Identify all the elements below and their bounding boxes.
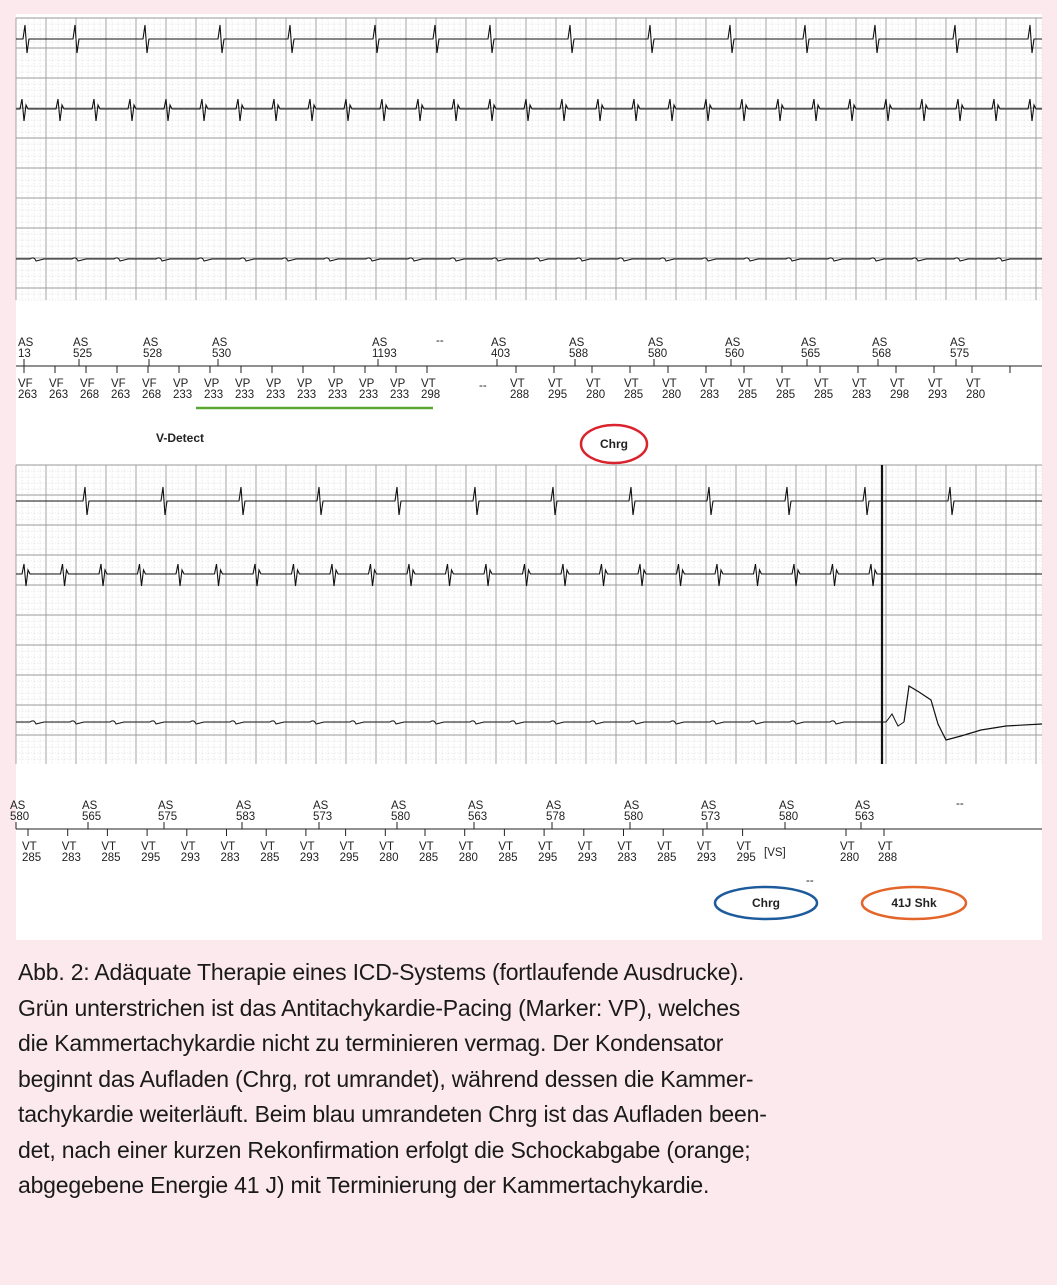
vs-interval-label: 233 <box>173 389 193 401</box>
as-marker-label: AS <box>950 337 966 349</box>
vs-marker-label: VT <box>419 841 434 853</box>
vs-marker-label: VT <box>510 378 525 390</box>
vs-interval-label: 233 <box>235 389 255 401</box>
vs-marker-label: VT <box>890 378 905 390</box>
v-detect-label: V-Detect <box>156 431 205 445</box>
vs-interval-label: 280 <box>966 389 986 401</box>
vs-interval-label: 233 <box>204 389 224 401</box>
vs-interval-label: 285 <box>814 389 834 401</box>
as-interval-label: 575 <box>950 348 970 360</box>
vs-marker-label: VT <box>736 841 752 853</box>
vs-marker-label: VT <box>966 378 981 390</box>
vs-interval-label: 263 <box>18 389 38 401</box>
vs-interval-label: 233 <box>266 389 286 401</box>
vs-marker-label: VP <box>390 378 406 390</box>
marker-channel-strip-2 <box>10 798 1042 887</box>
vs-interval-label: 293 <box>696 852 717 864</box>
as-interval-label: 578 <box>546 811 566 823</box>
as-marker-label: AS <box>18 337 34 349</box>
as-marker-label: AS <box>158 800 174 812</box>
vs-marker-label: VP <box>204 378 220 390</box>
vs-marker-label: VT <box>662 378 677 390</box>
vs-marker-label: VT <box>617 841 633 853</box>
vs-interval-label: 233 <box>359 389 379 401</box>
caption-line: beginnt das Aufladen (Chrg, rot umrandet), während dessen die Kammer- <box>18 1065 754 1092</box>
vs-interval-label: 295 <box>141 852 161 864</box>
ventricular-egm-trace <box>16 564 1042 586</box>
vs-marker-label: VT <box>538 841 553 853</box>
shock-label: 41J Shk <box>891 896 937 910</box>
figure-caption <box>18 955 1043 1204</box>
vs-interval-label: 268 <box>80 389 100 401</box>
ecg-traces-strip-1 <box>16 25 1042 261</box>
vs-interval-label: 285 <box>738 389 758 401</box>
as-interval-label: 580 <box>648 348 668 360</box>
as-interval-label: 565 <box>82 811 102 823</box>
vs-interval-label: 285 <box>101 852 121 864</box>
as-marker-label: AS <box>779 800 795 812</box>
as-interval-label: 583 <box>236 811 256 823</box>
vs-interval-label: 233 <box>297 389 317 401</box>
caption-line: Grün unterstrichen ist das Antitachykardie-Pacing (Marker: VP), welches <box>18 994 741 1021</box>
vs-marker-label: VT <box>738 378 753 390</box>
as-interval-label: 563 <box>468 811 488 823</box>
as-marker-label: AS <box>468 800 484 812</box>
vs-interval-label: 268 <box>142 389 162 401</box>
vs-interval-label: 288 <box>878 852 898 864</box>
as-interval-label: 588 <box>569 348 589 360</box>
atrial-egm-trace <box>16 487 1042 515</box>
vs-interval-label: 298 <box>421 389 441 401</box>
as-interval-label: 565 <box>801 348 821 360</box>
vs-marker-label: VT <box>696 841 712 853</box>
caption-line: tachykardie weiterläuft. Beim blau umrandeten Chrg ist das Aufladen been- <box>18 1101 767 1127</box>
vs-interval-label: 285 <box>624 389 644 401</box>
vs-marker-label: VT <box>657 841 672 853</box>
as-interval-label: 560 <box>725 348 745 360</box>
vs-interval-label: 298 <box>890 389 910 401</box>
vs-marker-label: VT <box>577 841 593 853</box>
vs-marker-label: VP <box>173 378 189 390</box>
vs-marker-label: VT <box>700 378 715 390</box>
as-marker-label: AS <box>725 337 741 349</box>
as-marker-label: AS <box>372 337 388 349</box>
vs-interval-label: 283 <box>852 389 872 401</box>
vs-marker-label: VT <box>101 841 117 853</box>
as-interval-label: 563 <box>855 811 875 823</box>
as-marker-label: AS <box>546 800 562 812</box>
vs-marker-label: VT <box>180 841 196 853</box>
caption-line: det, nach einer kurzen Rekonfirmation erfolgt die Schockabgabe (orange; <box>18 1136 751 1163</box>
vs-interval-label: 283 <box>700 389 720 401</box>
vs-interval-label: 233 <box>390 389 410 401</box>
as-marker-label: AS <box>212 337 228 349</box>
as-interval-label: 573 <box>313 811 333 823</box>
charge-complete-label: Chrg <box>752 896 780 910</box>
vs-interval-label: 285 <box>657 852 677 864</box>
vs-marker-label: VF <box>111 378 126 390</box>
as-marker-label: AS <box>569 337 585 349</box>
vs-interval-label: 280 <box>379 852 399 864</box>
as-interval-label: 580 <box>624 811 644 823</box>
vs-marker-label: VF <box>49 378 64 390</box>
vs-interval-label: 285 <box>498 852 518 864</box>
vs-marker-label: VT <box>141 841 156 853</box>
vs-interval-label: 285 <box>776 389 796 401</box>
vs-marker-label: VP <box>266 378 282 390</box>
vs-interval-label: 283 <box>61 852 81 864</box>
vs-bracket-marker: [VS] <box>764 847 786 859</box>
vs-interval-label: 280 <box>840 852 860 864</box>
as-marker-label: AS <box>701 800 717 812</box>
vs-interval-label: 293 <box>577 852 597 864</box>
as-marker-label: AS <box>648 337 664 349</box>
vs-marker-label: VT <box>22 841 37 853</box>
atrial-egm-trace <box>16 25 1042 53</box>
vs-marker-label: VT <box>339 841 355 853</box>
as-marker-label: AS <box>491 337 507 349</box>
as-interval-label: 580 <box>391 811 411 823</box>
as-interval-label: 575 <box>158 811 178 823</box>
post-shock-deflection <box>904 686 1042 740</box>
vs-marker-label: VP <box>359 378 375 390</box>
ecg-traces-strip-2 <box>16 465 1042 764</box>
ecg-printout <box>10 14 1042 940</box>
vs-marker-label: VT <box>498 841 514 853</box>
vs-interval-label: 233 <box>328 389 348 401</box>
vs-interval-label: 263 <box>111 389 131 401</box>
marker-dash: -- <box>806 875 814 887</box>
vs-marker-label: VP <box>328 378 344 390</box>
as-interval-label: 13 <box>18 348 31 360</box>
vs-marker-label: VT <box>776 378 791 390</box>
as-marker-label: AS <box>73 337 89 349</box>
as-interval-label: 568 <box>872 348 892 360</box>
vs-marker-label: VP <box>297 378 313 390</box>
as-marker-label: AS <box>313 800 329 812</box>
vs-marker-label: VT <box>852 378 867 390</box>
as-marker-label: AS <box>872 337 888 349</box>
vs-marker-label: VT <box>299 841 315 853</box>
vs-marker-label: VF <box>18 378 33 390</box>
as-interval-label: 525 <box>73 348 93 360</box>
vs-marker-label: VF <box>142 378 157 390</box>
marker-dash: -- <box>436 335 444 347</box>
as-marker-label: AS <box>236 800 252 812</box>
marker-dash: -- <box>956 798 964 810</box>
marker-channel-strip-1 <box>16 335 1042 401</box>
vs-interval-label: 283 <box>220 852 240 864</box>
vs-interval-label: 293 <box>928 389 948 401</box>
vs-marker-label: VT <box>379 841 395 853</box>
vs-marker-label: VP <box>235 378 251 390</box>
vs-interval-label: 293 <box>180 852 200 864</box>
as-marker-label: AS <box>855 800 871 812</box>
as-interval-label: 573 <box>701 811 721 823</box>
as-interval-label: 580 <box>10 811 30 823</box>
vs-marker-label: VF <box>80 378 95 390</box>
as-marker-label: AS <box>82 800 98 812</box>
vs-marker-label: VT <box>624 378 639 390</box>
vs-interval-label: 280 <box>458 852 478 864</box>
as-marker-label: AS <box>10 800 26 812</box>
vs-interval-label: 285 <box>260 852 280 864</box>
as-marker-label: AS <box>391 800 407 812</box>
as-interval-label: 528 <box>143 348 163 360</box>
vs-interval-label: 280 <box>586 389 606 401</box>
vs-interval-label: 295 <box>538 852 558 864</box>
vs-interval-label: 295 <box>736 852 756 864</box>
caption-line: abgegebene Energie 41 J) mit Terminierung der Kammertachykardie. <box>18 1172 710 1198</box>
caption-line: die Kammertachykardie nicht zu terminieren vermag. Der Kondensator <box>18 1030 724 1056</box>
as-interval-label: 580 <box>779 811 799 823</box>
as-interval-label: 530 <box>212 348 232 360</box>
vs-interval-label: 288 <box>510 389 530 401</box>
vs-interval-label: 263 <box>49 389 69 401</box>
vs-marker-label: VT <box>814 378 829 390</box>
vs-interval-label: 283 <box>617 852 637 864</box>
ecg-figure <box>10 14 1042 940</box>
vs-marker-label: VT <box>260 841 275 853</box>
vs-interval-label: 295 <box>548 389 568 401</box>
ventricular-egm-trace <box>16 99 1042 121</box>
as-interval-label: 403 <box>491 348 511 360</box>
marker-dash: -- <box>479 380 487 392</box>
vs-marker-label: VT <box>61 841 77 853</box>
vs-interval-label: 285 <box>419 852 439 864</box>
as-marker-label: AS <box>624 800 640 812</box>
charge-start-label: Chrg <box>600 437 628 451</box>
as-marker-label: AS <box>143 337 159 349</box>
vs-marker-label: VT <box>878 841 893 853</box>
vs-marker-label: VT <box>421 378 436 390</box>
vs-interval-label: 280 <box>662 389 682 401</box>
vs-marker-label: VT <box>928 378 943 390</box>
vs-marker-label: VT <box>840 841 855 853</box>
caption-line: Abb. 2: Adäquate Therapie eines ICD-Systems (fortlaufende Ausdrucke). <box>18 959 745 985</box>
as-interval-label: 1193 <box>372 348 397 360</box>
vs-interval-label: 293 <box>299 852 320 864</box>
ecg-grid-strip-1 <box>16 18 1042 300</box>
vs-marker-label: VT <box>458 841 474 853</box>
as-marker-label: AS <box>801 337 817 349</box>
vs-marker-label: VT <box>220 841 236 853</box>
vs-marker-label: VT <box>548 378 563 390</box>
vs-interval-label: 295 <box>339 852 359 864</box>
vs-interval-label: 285 <box>22 852 42 864</box>
vs-marker-label: VT <box>586 378 601 390</box>
